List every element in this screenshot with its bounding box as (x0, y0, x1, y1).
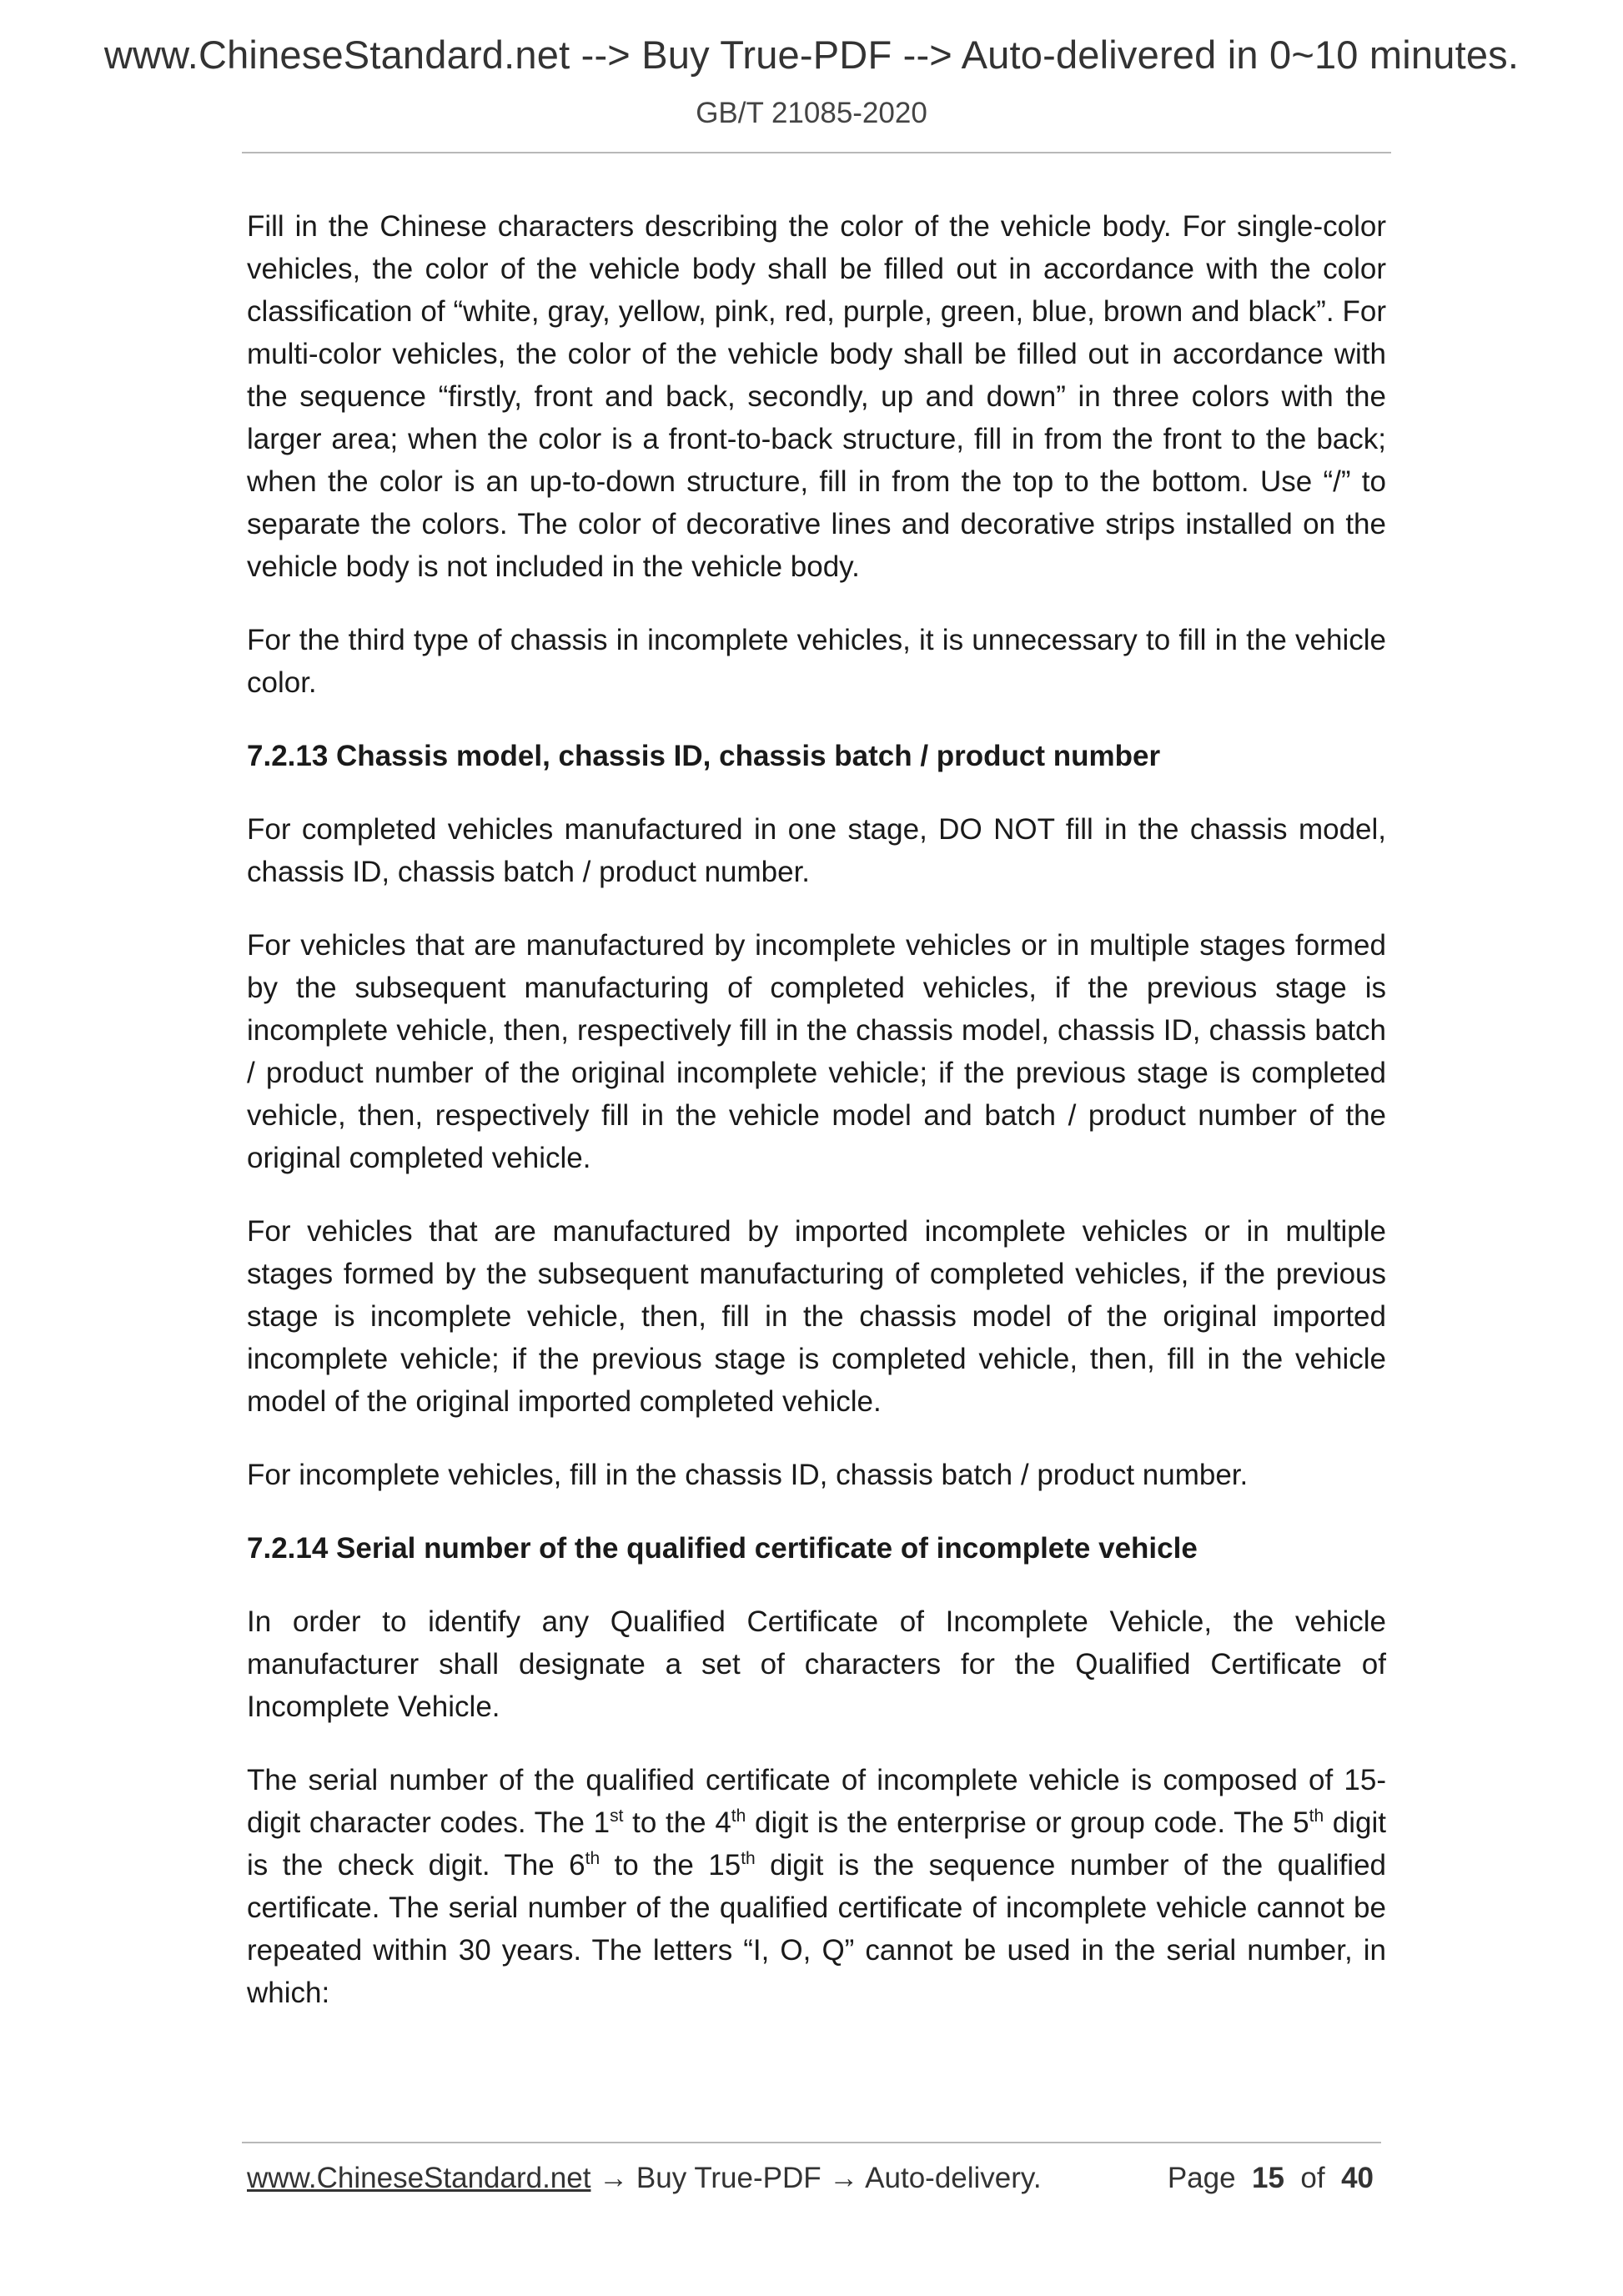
page-label: Page (1167, 2162, 1236, 2194)
standard-code: GB/T 21085-2020 (696, 97, 927, 129)
serial-text-6: digit is the sequence number of the qualified certificate. The serial number of the qualified certificate of incomplete vehicle cannot be repeated within 30 years. The letters “I, O, Q” cannot be used in the serial number, in which: (247, 1849, 1386, 2009)
section-heading-7-2-13: 7.2.13 Chassis model, chassis ID, chassis batch / product number (247, 740, 1161, 772)
total-pages: 40 (1341, 2162, 1374, 2194)
paragraph-vehicle-color: Fill in the Chinese characters describing the color of the vehicle body. For single-color vehicles, the color of the vehicle body shall be filled out in accordance with the color classification of “white, gray, yellow, pink, red, purple, green, blue, brown and black”. For multi-color vehicles, the color of the vehicle body shall be filled out in accordance with the sequence “firstly, front and back, secondly, up and down” in three colors with the larger area; when the color is a front-to-back structure, fill in from the front to the back; when the color is an up-to-down structure, fill in from the top to the bottom. Use “/” to separate the colors. The color of decorative lines and decorative strips installed on the vehicle body is not included in the vehicle body. (247, 210, 1386, 583)
paragraph-completed-vehicles: For completed vehicles manufactured in one stage, DO NOT fill in the chassis model, chassis ID, chassis batch / product number. (247, 813, 1386, 888)
superscript-th-4: th (741, 1849, 756, 1868)
paragraph-incomplete-vehicles: For incomplete vehicles, fill in the chassis ID, chassis batch / product number. (247, 1459, 1249, 1491)
top-banner[interactable]: www.ChineseStandard.net --> Buy True-PDF --> Auto-delivered in 0~10 minutes. (103, 33, 1520, 77)
superscript-th-2: th (1309, 1806, 1324, 1826)
serial-text-3: digit is the enterprise or group code. The 5 (746, 1806, 1309, 1839)
paragraph-imported-vehicles: For vehicles that are manufactured by imported incomplete vehicles or in multiple stages formed by the subsequent manufacturing of completed vehicles, if the previous stage is incomplete vehicle, then, fill in the chassis model of the original imported incomplete vehicle; if the previous stage is completed vehicle, then, fill in the vehicle model of the original imported completed vehicle. (247, 1215, 1386, 1418)
header-divider (242, 152, 1391, 153)
footer-divider (242, 2142, 1381, 2143)
footer-promo-text: → Buy True-PDF → Auto-delivery. (590, 2162, 1042, 2194)
footer-site-link[interactable]: www.ChineseStandard.net (247, 2162, 591, 2194)
serial-text-5: to the 15 (600, 1849, 741, 1882)
page-content (247, 205, 1386, 2045)
paragraph-certificate-identify: In order to identify any Qualified Certificate of Incomplete Vehicle, the vehicle manufacturer shall designate a set of characters for the Qualified Certificate of Incomplete Vehicle. (247, 1605, 1386, 1723)
paragraph-multistage-vehicles: For vehicles that are manufactured by incomplete vehicles or in multiple stages formed by the subsequent manufacturing of completed vehicles, if the previous stage is incomplete vehicle, then, respectively fill in the chassis model, chassis ID, chassis batch / product number of the original incomplete vehicle; if the previous stage is completed vehicle, then, respectively fill in the vehicle model and batch / product number of the original completed vehicle. (247, 929, 1386, 1174)
current-page-number: 15 (1252, 2162, 1284, 2194)
superscript-th-3: th (585, 1849, 600, 1868)
serial-text-2: to the 4 (623, 1806, 731, 1839)
superscript-th-1: th (731, 1806, 746, 1826)
of-label: of (1300, 2162, 1325, 2194)
serial-text-4: digit is the check digit. The 6 (247, 1806, 1387, 1882)
serial-text-1: The serial number of the qualified certificate of incomplete vehicle is composed of 15-digit character codes. The 1 (247, 1764, 1386, 1839)
superscript-st: st (610, 1806, 624, 1826)
page-indicator (1168, 2162, 1374, 2195)
paragraph-serial-number (247, 1759, 1386, 2014)
paragraph-third-chassis: For the third type of chassis in incomplete vehicles, it is unnecessary to fill in the vehicle color. (247, 624, 1386, 699)
section-heading-7-2-14: 7.2.14 Serial number of the qualified certificate of incomplete vehicle (247, 1532, 1198, 1565)
footer-promo (247, 2162, 1042, 2195)
